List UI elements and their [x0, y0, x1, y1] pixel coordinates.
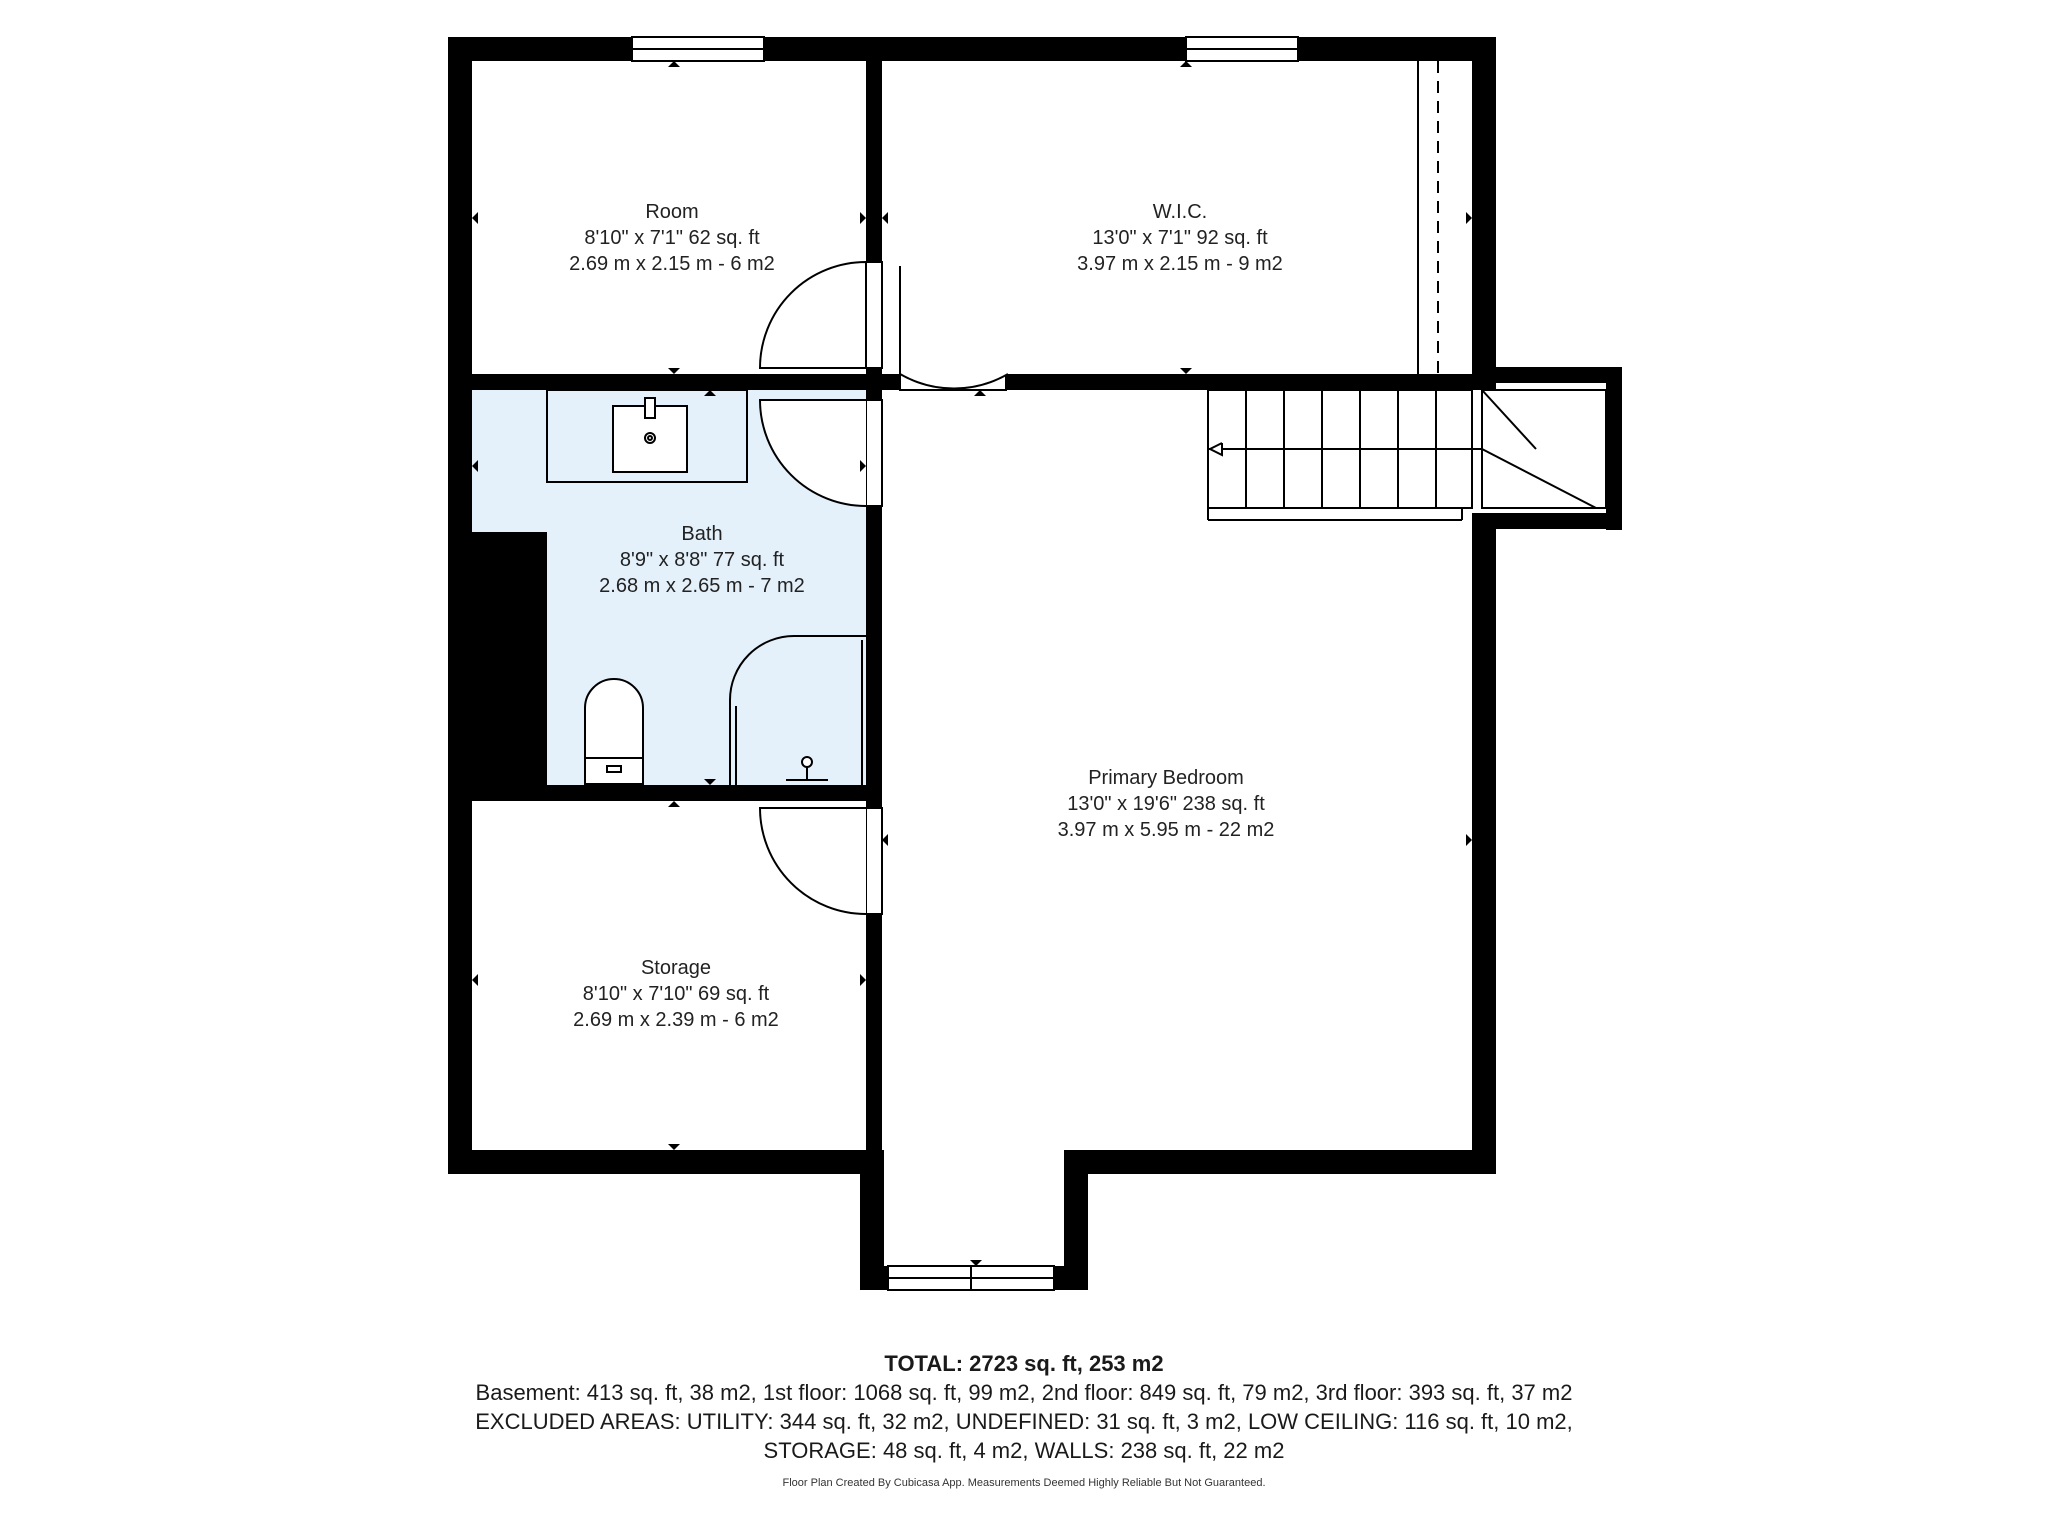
bath-metric: 2.68 m x 2.65 m - 7 m2 — [599, 575, 805, 597]
primary-bedroom-metric: 3.97 m x 5.95 m - 22 m2 — [1057, 819, 1275, 841]
bath-name: Bath — [681, 523, 723, 545]
storage-name: Storage — [640, 957, 712, 979]
total-area: TOTAL: 2723 sq. ft, 253 m2 — [884, 1351, 1164, 1376]
toilet-icon — [585, 679, 643, 758]
wall-block — [472, 532, 547, 795]
storage-imperial: 8'10" x 7'10" 69 sq. ft — [582, 983, 770, 1005]
wic-name: W.I.C. — [1152, 201, 1208, 223]
area-summary — [0, 1350, 2048, 1489]
room-label-room — [569, 201, 775, 275]
primary-bedroom-imperial: 13'0" x 19'6" 238 sq. ft — [1067, 793, 1265, 815]
wic-metric: 3.97 m x 2.15 m - 9 m2 — [1077, 253, 1283, 275]
closet-rod — [1418, 61, 1438, 374]
room-metric: 2.69 m x 2.15 m - 6 m2 — [569, 253, 775, 275]
bath-imperial: 8'9" x 8'8" 77 sq. ft — [619, 549, 785, 571]
primary-bedroom-name: Primary Bedroom — [1088, 767, 1244, 789]
credit-note: Floor Plan Created By Cubicasa App. Measurements Deemed Highly Reliable But Not Guaranteed. — [782, 1477, 1266, 1489]
floor-areas: Basement: 413 sq. ft, 38 m2, 1st floor: 1068 sq. ft, 99 m2, 2nd floor: 849 sq. ft, 79 m2, 3rd floor: 393 sq. ft, 37 m2 — [475, 1380, 1573, 1405]
storage-metric: 2.69 m x 2.39 m - 6 m2 — [573, 1009, 779, 1031]
staircase — [1208, 390, 1606, 520]
room-name: Room — [645, 201, 699, 223]
room-label-storage — [573, 957, 779, 1031]
room-label-primary-bedroom — [1058, 767, 1275, 841]
excluded-areas-2: STORAGE: 48 sq. ft, 4 m2, WALLS: 238 sq. ft, 22 m2 — [763, 1438, 1285, 1463]
wic-imperial: 13'0" x 7'1" 92 sq. ft — [1092, 227, 1268, 249]
excluded-areas-1: EXCLUDED AREAS: UTILITY: 344 sq. ft, 32 m2, UNDEFINED: 31 sq. ft, 3 m2, LOW CEILING: 116 sq. ft, 10 m2, — [475, 1409, 1573, 1434]
room-label-wic — [1077, 201, 1283, 275]
room-imperial: 8'10" x 7'1" 62 sq. ft — [584, 227, 760, 249]
